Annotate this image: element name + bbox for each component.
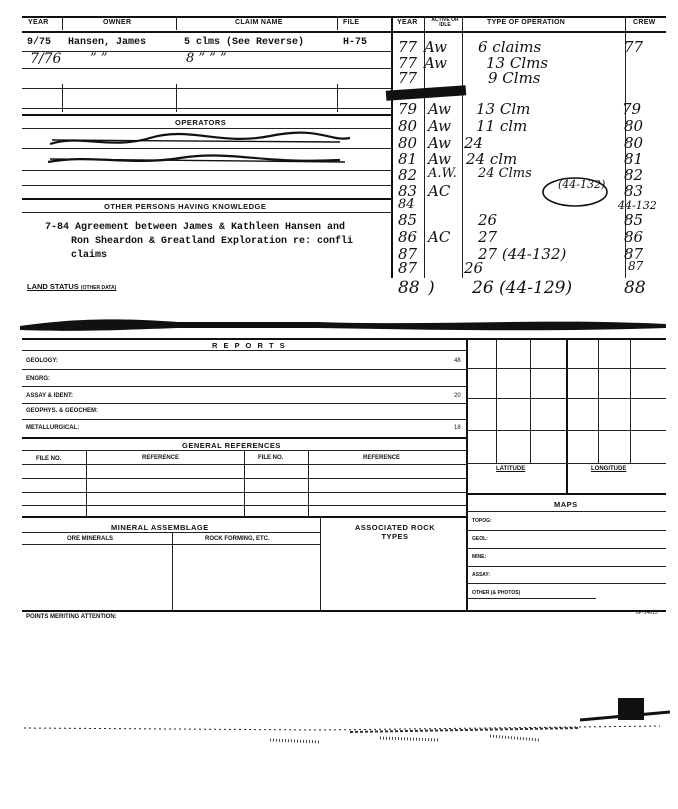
top-rule [22, 16, 666, 18]
activity-row: 88 ) 26 (44-129) 88 [398, 278, 646, 298]
note-line: 7-84 Agreement between James & Kathleen Hansen and [45, 222, 346, 233]
ref-col-file-no-2: FILE NO. [258, 455, 284, 461]
owner-row-year: 7/76 [30, 51, 62, 67]
note-line: Ron Sheardon & Greatland Exploration re: confli [71, 236, 354, 247]
year-header: YEAR [28, 19, 49, 26]
claim-name-header: CLAIM NAME [235, 19, 283, 26]
activity-row: 87 27 (44-132) 87 [398, 245, 644, 263]
activity-row: 84 44-132 [398, 197, 657, 212]
header-rule [22, 31, 666, 33]
activity-row: 82 A.W. 24 Clms 82 [398, 166, 644, 184]
activity-row: 79 Aw 13 Clm 79 [398, 100, 642, 118]
owner-row-claim: 8 ” ” ” [186, 51, 227, 66]
map-row: MINE: [472, 554, 487, 560]
report-row: ENGRG: [26, 376, 50, 382]
owner-row-owner: Hansen, James [68, 37, 147, 48]
report-row: ASSAY & IDENT: 20 [26, 393, 461, 399]
crew-header: CREW [633, 19, 656, 26]
activity-row: 80 Aw 11 clm 80 [398, 117, 644, 135]
rock-forming-label: ROCK FORMING, ETC. [205, 536, 270, 542]
operators-title: OPERATORS [175, 118, 227, 127]
points-meriting-attention-label: POINTS MERITING ATTENTION: [26, 614, 117, 620]
report-row: GEOLOGY: 48 [26, 358, 461, 364]
map-row: GEOL: [472, 536, 488, 542]
associated-rock-types-label: ASSOCIATED ROCK TYPES [354, 523, 436, 541]
owner-row-file: H-75 [343, 37, 368, 48]
file-header: FILE [343, 19, 360, 26]
owner-row-year: 9/75 [27, 37, 52, 48]
type-operation-header: TYPE OF OPERATION [487, 19, 566, 26]
note-line: claims [71, 250, 108, 261]
map-row: OTHER (& PHOTOS) [472, 590, 521, 596]
ref-col-reference: REFERENCE [142, 455, 180, 461]
longitude-label: LONGITUDE [591, 466, 627, 472]
activity-row: 85 26 85 [398, 211, 644, 229]
year2-header: YEAR [397, 19, 418, 26]
activity-row: 77 9 Clms [398, 69, 541, 87]
report-row: METALLURGICAL: 18 [26, 425, 461, 431]
ref-col-file-no: FILE NO. [36, 456, 62, 462]
activity-row: 87 26 87 [398, 259, 644, 277]
map-row: ASSAY: [472, 572, 491, 578]
scan-noise [20, 690, 670, 770]
activity-row: 77 Aw 13 Clms [398, 54, 549, 72]
ref-col-reference-2: REFERENCE [363, 455, 401, 461]
owner-header: OWNER [103, 19, 132, 26]
fold-smear [18, 312, 670, 334]
active-idle-header: ACTIVE OR IDLE [431, 17, 459, 28]
land-status-title: LAND STATUS (OTHER DATA) [27, 282, 117, 291]
crossed-out-operators-icon [40, 128, 360, 170]
activity-row: 77 Aw 6 claims 77 [398, 38, 644, 56]
maps-title: MAPS [554, 500, 578, 509]
activity-row: 83 AC (44-132) 83 [398, 178, 644, 200]
owner-row-owner: ” ” [90, 51, 108, 66]
activity-row: 80 Aw 24 80 [398, 134, 644, 152]
other-persons-title: OTHER PERSONS HAVING KNOWLEDGE [104, 202, 267, 211]
owner-row-claim: 5 clms (See Reverse) [184, 37, 305, 48]
reports-title: R E P O R T S [212, 341, 287, 350]
mineral-assemblage-title: MINERAL ASSEMBLAGE [111, 523, 209, 532]
ore-minerals-label: ORE MINERALS [67, 536, 114, 542]
map-row: TOPOG: [472, 518, 492, 524]
form-number: 8P-14615 [636, 610, 658, 616]
activity-row: 86 AC 27 86 [398, 228, 644, 246]
general-references-title: GENERAL REFERENCES [182, 441, 281, 450]
activity-row: 81 Aw 24 clm 81 [398, 150, 644, 168]
report-row: GEOPHYS. & GEOCHEM: [26, 408, 99, 414]
latitude-label: LATITUDE [496, 466, 526, 472]
